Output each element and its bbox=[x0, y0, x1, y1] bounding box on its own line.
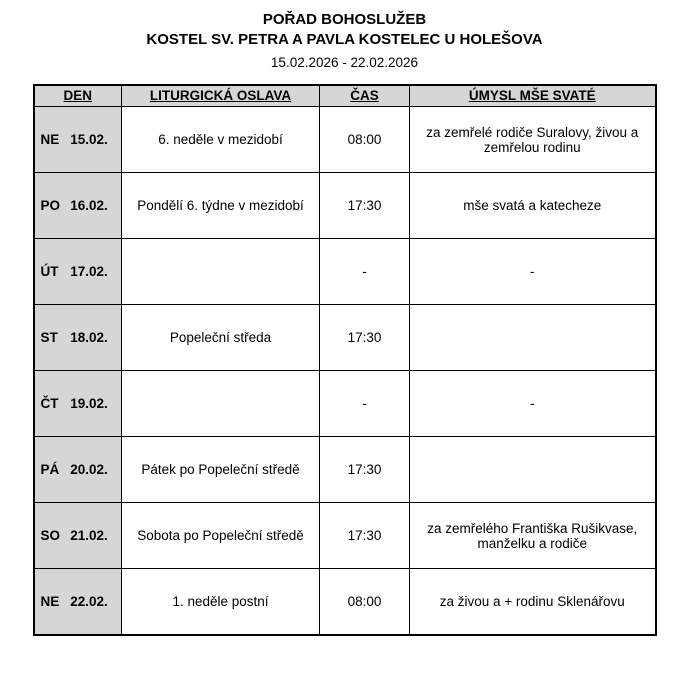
celebration-cell: Pátek po Popeleční středě bbox=[122, 437, 320, 503]
day-date: 18.02. bbox=[70, 330, 108, 346]
intention-cell: za zemřelého Františka Rušikvase, manželku a rodiče bbox=[410, 503, 656, 569]
time-cell: 17:30 bbox=[320, 173, 410, 239]
time-cell: - bbox=[320, 239, 410, 305]
celebration-cell: Popeleční středa bbox=[122, 305, 320, 371]
day-date: 21.02. bbox=[70, 528, 108, 544]
intention-cell: - bbox=[410, 239, 656, 305]
celebration-cell bbox=[122, 239, 320, 305]
intention-cell: - bbox=[410, 371, 656, 437]
table-row bbox=[34, 305, 656, 371]
time-cell: - bbox=[320, 371, 410, 437]
time-cell: 08:00 bbox=[320, 569, 410, 635]
table-row bbox=[34, 173, 656, 239]
day-abbr: NE bbox=[40, 593, 60, 609]
table-header-row bbox=[34, 85, 656, 107]
day-cell bbox=[34, 173, 122, 239]
day-date: 16.02. bbox=[70, 198, 108, 214]
table-row bbox=[34, 503, 656, 569]
date-range: 15.02.2026 - 22.02.2026 bbox=[270, 54, 419, 70]
time-cell: 08:00 bbox=[320, 107, 410, 173]
day-cell bbox=[34, 371, 122, 437]
celebration-cell: Pondělí 6. týdne v mezidobí bbox=[122, 173, 320, 239]
table-row bbox=[34, 437, 656, 503]
time-cell: 17:30 bbox=[320, 305, 410, 371]
day-abbr: SO bbox=[40, 528, 61, 544]
day-date: 20.02. bbox=[70, 462, 108, 478]
intention-cell bbox=[410, 437, 656, 503]
column-header-day: DEN bbox=[34, 85, 122, 107]
time-cell: 17:30 bbox=[320, 503, 410, 569]
intention-cell: za živou a + rodinu Sklenářovu bbox=[410, 569, 656, 635]
day-cell bbox=[34, 239, 122, 305]
day-abbr: PÁ bbox=[40, 462, 60, 478]
day-abbr: ÚT bbox=[40, 264, 59, 280]
day-cell bbox=[34, 107, 122, 173]
day-date: 15.02. bbox=[70, 132, 108, 148]
document-header bbox=[0, 10, 689, 72]
column-header-intention: ÚMYSL MŠE SVATÉ bbox=[410, 85, 656, 107]
day-cell bbox=[34, 437, 122, 503]
day-abbr: ČT bbox=[40, 396, 59, 412]
day-cell bbox=[34, 305, 122, 371]
table-row bbox=[34, 569, 656, 635]
day-cell bbox=[34, 503, 122, 569]
celebration-cell: 1. neděle postní bbox=[122, 569, 320, 635]
schedule-table bbox=[33, 84, 657, 636]
intention-cell bbox=[410, 305, 656, 371]
day-abbr: PO bbox=[40, 198, 61, 214]
table-row bbox=[34, 239, 656, 305]
church-name: KOSTEL SV. PETRA A PAVLA KOSTELEC U HOLEŠOVA bbox=[146, 31, 543, 49]
celebration-cell: Sobota po Popeleční středě bbox=[122, 503, 320, 569]
celebration-cell: 6. neděle v mezidobí bbox=[122, 107, 320, 173]
celebration-cell bbox=[122, 371, 320, 437]
intention-cell: mše svatá a katecheze bbox=[410, 173, 656, 239]
column-header-time: ČAS bbox=[320, 85, 410, 107]
time-cell: 17:30 bbox=[320, 437, 410, 503]
table-row bbox=[34, 371, 656, 437]
intention-cell: za zemřelé rodiče Suralovy, živou a zemřelou rodinu bbox=[410, 107, 656, 173]
table-row bbox=[34, 107, 656, 173]
day-abbr: ST bbox=[40, 330, 58, 346]
document-title: POŘAD BOHOSLUŽEB bbox=[262, 11, 427, 28]
day-cell bbox=[34, 569, 122, 635]
day-abbr: NE bbox=[40, 132, 60, 148]
day-date: 19.02. bbox=[70, 396, 108, 412]
day-date: 22.02. bbox=[70, 593, 108, 609]
day-date: 17.02. bbox=[70, 264, 108, 280]
column-header-celebration: LITURGICKÁ OSLAVA bbox=[122, 85, 320, 107]
